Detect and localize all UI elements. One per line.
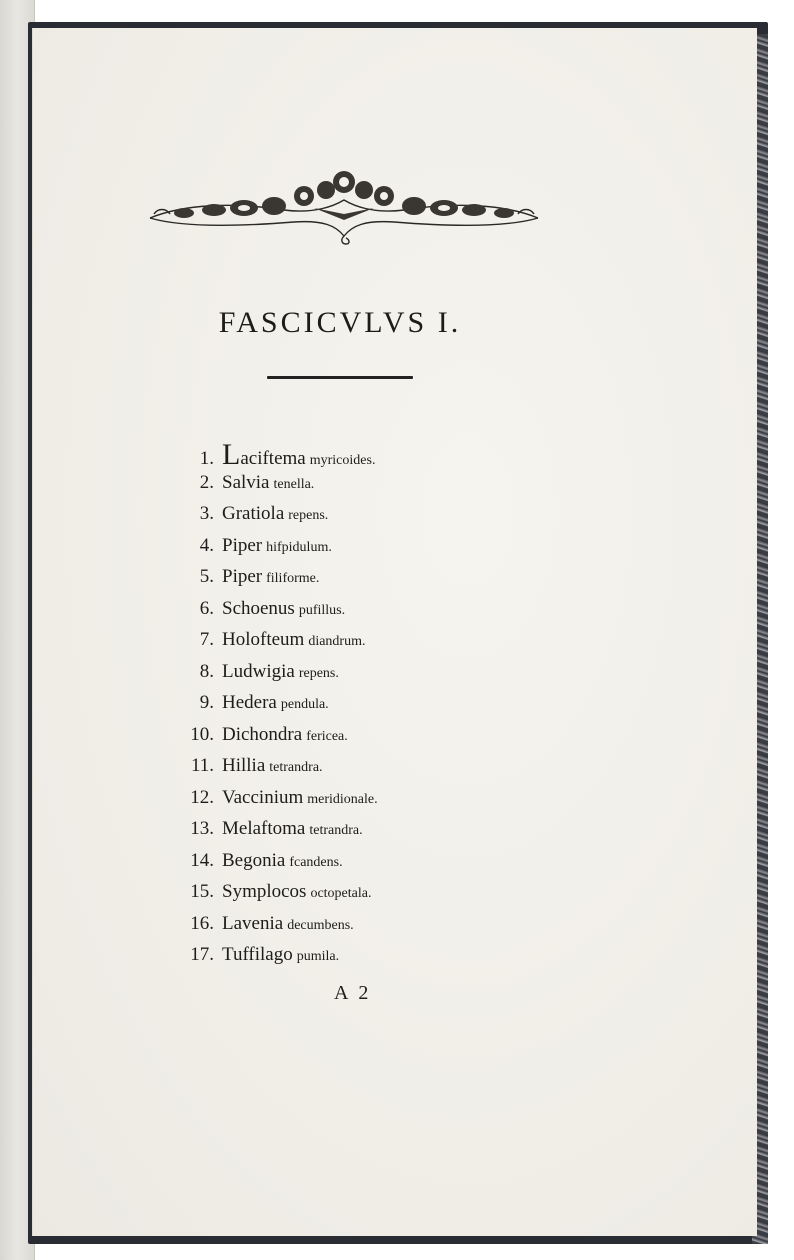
list-item	[180, 724, 348, 754]
list-item	[180, 692, 329, 722]
genus-name: Symplocos	[222, 881, 307, 902]
list-item	[180, 913, 354, 943]
species-name: octopetala.	[310, 886, 372, 901]
genus-name: Holofteum	[222, 629, 305, 650]
species-name: fericea.	[306, 729, 348, 744]
genus-name: Ludwigia	[222, 661, 295, 682]
list-item	[180, 818, 363, 848]
entry-number: 8.	[199, 661, 214, 682]
genus-name: Gratiola	[222, 503, 285, 524]
species-name: myricoides.	[309, 453, 376, 468]
entry-number: 16.	[190, 913, 214, 934]
entry-number: 2.	[199, 472, 214, 493]
entry-number: 5.	[199, 566, 214, 587]
entry-number: 13.	[190, 818, 214, 839]
species-name: diandrum.	[308, 634, 366, 649]
genus-name: Piper	[222, 535, 263, 556]
species-name: tetrandra.	[309, 823, 363, 838]
species-name: pendula.	[280, 697, 329, 712]
list-item	[180, 850, 343, 880]
entry-number: 7.	[199, 629, 214, 650]
genus-name: Lavenia	[222, 913, 284, 934]
list-item	[180, 661, 339, 691]
species-name: filiforme.	[266, 571, 320, 586]
species-name: repens.	[298, 666, 339, 681]
list-item	[180, 472, 314, 502]
list-item	[180, 944, 339, 974]
entry-number: 9.	[199, 692, 214, 713]
species-name: meridionale.	[307, 792, 378, 807]
list-item	[180, 629, 365, 659]
entry-number: 11.	[190, 755, 214, 776]
genus-rest: aciftema	[240, 448, 306, 469]
genus-name: Salvia	[222, 472, 270, 493]
list-item	[180, 566, 319, 596]
species-name: pufillus.	[298, 603, 346, 618]
entry-number: 15.	[190, 881, 214, 902]
genus-name: Schoenus	[222, 598, 295, 619]
floral-headpiece-ornament	[144, 166, 544, 246]
genus-name: Tuffilago	[222, 944, 293, 965]
page-heading: FASCICVLVS I.	[218, 306, 462, 339]
species-name: repens.	[288, 508, 329, 523]
genus-name: Hillia	[222, 755, 266, 776]
heading-rule	[267, 376, 413, 379]
list-item	[180, 881, 371, 911]
entry-number: 3.	[199, 503, 214, 524]
list-item	[180, 787, 378, 817]
genus-name: Melaftoma	[222, 818, 306, 839]
species-name: hifpidulum.	[266, 540, 332, 555]
entry-number: 14.	[190, 850, 214, 871]
entry-number: 10.	[190, 724, 214, 745]
species-name: decumbens.	[287, 918, 354, 933]
species-name: tenella.	[273, 477, 315, 492]
list-item	[180, 503, 328, 533]
list-item	[180, 440, 375, 470]
genus-name	[222, 438, 306, 471]
genus-name: Hedera	[222, 692, 277, 713]
entry-number: 1.	[199, 448, 214, 469]
list-item	[180, 598, 345, 628]
list-item	[180, 535, 332, 565]
species-name: pumila.	[296, 949, 340, 964]
entry-number: 4.	[199, 535, 214, 556]
genus-name: Piper	[222, 566, 263, 587]
species-name: fcandens.	[289, 855, 343, 870]
entry-number: 17.	[190, 944, 214, 965]
genus-name: Vaccinium	[222, 787, 304, 808]
entry-number: 12.	[190, 787, 214, 808]
genus-name: Begonia	[222, 850, 286, 871]
list-item	[180, 755, 323, 785]
signature-mark: A 2	[334, 982, 372, 1004]
genus-name: Dichondra	[222, 724, 303, 745]
entry-number: 6.	[199, 598, 214, 619]
species-name: tetrandra.	[269, 760, 323, 775]
initial-capital: L	[222, 438, 241, 471]
